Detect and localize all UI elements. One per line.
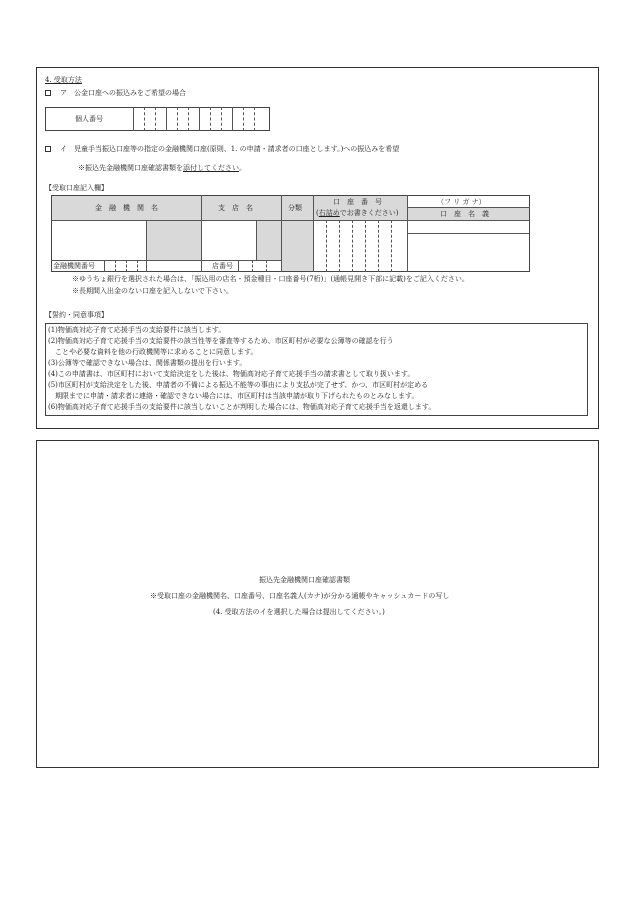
col-holder: 口 座 名 義 — [440, 210, 489, 218]
attach-note: ※振込先金融機関口座確認書類を添付してください。 — [78, 164, 246, 172]
branch-code-label: 店番号 — [212, 262, 233, 270]
col-account-number: 口 座 番 号 — [333, 198, 382, 206]
attachment-frame — [36, 440, 599, 768]
option-i-checkbox[interactable] — [45, 146, 51, 152]
section-title: 4. 受取方法 — [45, 76, 82, 84]
option-i-label: イ 児童手当振込口座等の指定の金融機関口座(原則、1. の申請・請求者の口座とします。)への振込みを希望 — [60, 145, 400, 153]
bank-code-label: 金融機関番号 — [53, 262, 95, 270]
pledge-line: (3)公簿等で確認できない場合は、関係書類の提出を行います。 — [48, 359, 247, 367]
col-kana: （フ リ ガ ナ） — [437, 198, 486, 206]
dormant-note: ※長期間入出金のない口座を記入しないで下さい。 — [72, 287, 233, 295]
pledge-line: ことや必要な資料を他の行政機関等に求めることに同意します。 — [48, 348, 258, 356]
pledge-line: (2)物価高対応子育て応援手当の支給要件の該当性等を審査等するため、市区町村が必要な公簿等の確認を行う — [48, 337, 394, 345]
option-a-checkbox[interactable] — [45, 90, 51, 96]
pledge-line: (4)この申請書は、市区町村において支給決定をした後は、物価高対応子育て応援手当の請求書として取り扱います。 — [48, 370, 415, 378]
pledge-title: 【誓約・同意事項】 — [45, 311, 108, 319]
pledge-line: (5)市区町村が支給決定をした後、申請者の不備による振込不能等の事由により支払が完了せず、かつ、市区町村が定める — [48, 381, 429, 389]
pledge-line: 期限までに申請・請求者に連絡・確認できない場合には、市区町村は当該申請が取り下げられたものとみなします。 — [48, 392, 419, 400]
col-account-number-note: (右詰めでお書きください) — [316, 209, 399, 217]
pledge-line: (1)物価高対応子育て応援手当の支給要件に該当します。 — [48, 326, 226, 334]
attachment-line1: ※受取口座の金融機関名、口座番号、口座名義人(カナ)が分かる通帳やキャッシュカードの写し — [150, 592, 450, 600]
account-section-title: 【受取口座記入欄】 — [45, 184, 108, 192]
yucho-note: ※ゆうちょ銀行を選択された場合は、「振込用の店名・預金種目・口座番号(7桁)」(通帳見開き下部に記載)をご記入ください。 — [72, 275, 469, 283]
col-branch-name: 支 店 名 — [218, 204, 253, 212]
kojin-number-label: 個人番号 — [75, 115, 103, 123]
option-a-label: ア 公金口座への振込みをご希望の場合 — [60, 89, 186, 97]
attachment-line2: (4. 受取方法のイを選択した場合は提出してください。) — [213, 608, 385, 616]
col-type: 分類 — [288, 204, 302, 212]
col-bank-name: 金 融 機 関 名 — [95, 204, 158, 212]
pledge-line: (6)物価高対応子育て応援手当の支給要件に該当しないことが判明した場合には、物価高対応子育て応援手当を返還します。 — [48, 403, 436, 411]
attachment-title: 振込先金融機関口座確認書類 — [259, 576, 350, 584]
